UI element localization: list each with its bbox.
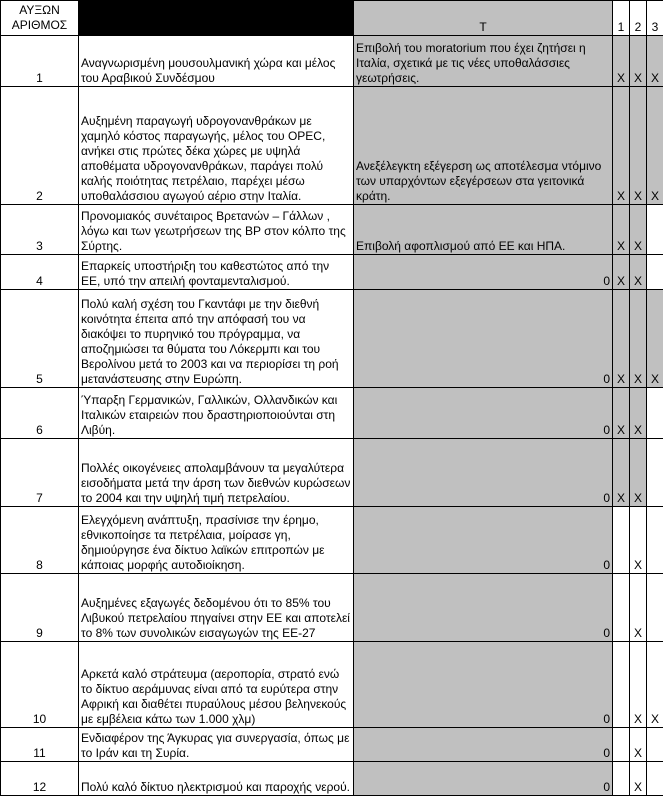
threat-zero-value: 0 [603,274,610,288]
mark-col-1: X [613,87,630,205]
table-row [1,728,663,762]
strength-cell: Πολύ καλή σχέση του Γκαντάφι με την διεθνή κοινότητα έπειτα από την απόφασή του να διακόψει το πυρηνικό του πρόγραμμα, να αποζημιώσει τα θύματα του Λόκερμπι και του Βερολίνου μετά το 2003 και να περιορίσει τη ροή μετανάστευσης στην Ευρώπη. [79,290,354,388]
mark-col-3 [647,762,663,796]
mark-col-1: X [613,255,630,290]
threat-cell [354,762,613,796]
strength-cell: Προνομιακός συνέταιρος Βρετανών – Γάλλων , λόγω και των γεωτρήσεων της BP στον κόλπο της Σύρτης. [79,205,354,255]
row-number: 4 [1,255,79,290]
table-row [1,388,663,439]
table-row [1,205,663,255]
mark-col-1: X [613,388,630,439]
row-number: 2 [1,87,79,205]
table-row [1,574,663,642]
threat-cell [354,439,613,507]
threat-zero-value: 0 [603,746,610,760]
mark-col-3: X [647,87,663,205]
threat-zero-value: 0 [603,372,610,386]
strength-cell: Πολλές οικογένειες απολαμβάνουν τα μεγαλύτερα εισοδήματα μετά την άρση των διεθνών κυρώσεων το 2004 και την υψηλή τιμή πετρελαίου. [79,439,354,507]
threat-zero-value: 0 [603,558,610,572]
mark-col-3 [647,574,663,642]
row-number: 3 [1,205,79,255]
strength-cell: Ύπαρξη Γερμανικών, Γαλλικών, Ολλανδικών και Ιταλικών εταιρειών που δραστηριοποιούνται στη Λιβύη. [79,388,354,439]
mark-col-2: X [630,574,647,642]
strength-cell: Επαρκείς υποστήριξη του καθεστώτος από την ΕΕ, υπό την απειλή φονταμενταλισμού. [79,255,354,290]
threat-zero-value: 0 [603,780,610,794]
mark-col-2: X [630,507,647,574]
mark-col-2: X [630,205,647,255]
row-number: 10 [1,642,79,728]
header-num: ΑΥΞΩΝ ΑΡΙΘΜΟΣ [1,1,79,36]
mark-col-3 [647,728,663,762]
mark-col-3 [647,255,663,290]
mark-col-3: X [647,642,663,728]
mark-col-1: X [613,36,630,87]
threat-zero-value: 0 [603,491,610,505]
row-number: 7 [1,439,79,507]
mark-col-1 [613,728,630,762]
table-row [1,87,663,205]
mark-col-1: X [613,290,630,388]
mark-col-2: X [630,255,647,290]
threat-zero-value: 0 [603,712,610,726]
threat-cell [354,728,613,762]
header-col-2: 2 [630,1,647,36]
table-row [1,439,663,507]
row-number: 9 [1,574,79,642]
table-row [1,642,663,728]
threat-cell [354,574,613,642]
row-number: 8 [1,507,79,574]
row-number: 11 [1,728,79,762]
strength-cell: Ελεγχόμενη ανάπτυξη, πρασίνισε την έρημο, εθνικοποίησε τα πετρέλαια, μοίρασε γη, δημιούργησε ένα δίκτυο λαϊκών επιτροπών με κάποιας μορφής αυτοδιοίκηση. [79,507,354,574]
strength-cell: Πολύ καλό δίκτυο ηλεκτρισμού και παροχής νερού. [79,762,354,796]
row-number: 5 [1,290,79,388]
mark-col-1 [613,642,630,728]
threat-cell [354,205,613,255]
table-row [1,507,663,574]
table-row [1,762,663,796]
threat-zero-value: 0 [603,423,610,437]
mark-col-3 [647,388,663,439]
table-row [1,255,663,290]
mark-col-2: X [630,762,647,796]
table-row [1,36,663,87]
strength-cell: Αναγνωρισμένη μουσουλμανική χώρα και μέλος του Αραβικού Συνδέσμου [79,36,354,87]
mark-col-1: X [613,439,630,507]
mark-col-1 [613,574,630,642]
strength-cell: Ενδιαφέρον της Άγκυρας για συνεργασία, όπως με το Ιράν και τη Συρία. [79,728,354,762]
mark-col-1 [613,507,630,574]
header-t: T [354,1,613,36]
row-number: 12 [1,762,79,796]
mark-col-1: X [613,205,630,255]
mark-col-3 [647,205,663,255]
mark-col-2: X [630,388,647,439]
mark-col-2: X [630,728,647,762]
row-number: 6 [1,388,79,439]
strength-cell: Αυξημένες εξαγωγές δεδομένου ότι το 85% του Λιβυκού πετρελαίου πηγαίνει στην ΕΕ και αποτελεί το 8% των συνολικών εισαγωγών της ΕΕ-27 [79,574,354,642]
mark-col-2: X [630,36,647,87]
mark-col-2: X [630,642,647,728]
mark-col-1 [613,762,630,796]
threat-text: Ανεξέλεγκτη εξέγερση ως αποτέλεσμα ντόμινο των υπαρχόντων εξεγέρσεων στα γειτονικά κράτη. [356,159,602,203]
threat-cell [354,36,613,87]
threat-cell [354,290,613,388]
mark-col-3 [647,439,663,507]
threat-text: Επιβολή του moratorium που έχει ζητήσει η Ιταλία, σχετικά με τις νέες υποθαλάσσιες γεωτρήσεις. [356,41,586,85]
mark-col-2: X [630,439,647,507]
threat-cell [354,388,613,439]
mark-col-3: X [647,290,663,388]
strength-cell: Αρκετά καλό στράτευμα (αεροπορία, στρατό ενώ το δίκτυο αεράμυνας είναι από τα ευρύτερα στην Αφρική και διαθέτει πυραύλους μέσου βεληνεκούς με εμβέλεια κάτω των 1.000 χλμ) [79,642,354,728]
header-col-1: 1 [613,1,630,36]
header-s: S [79,1,354,36]
table-row [1,290,663,388]
mark-col-2: X [630,87,647,205]
threat-cell [354,642,613,728]
strength-cell: Αυξημένη παραγωγή υδρογονανθράκων με χαμηλό κόστος παραγωγής, μέλος του OPEC, ανήκει στις πρώτες δέκα χώρες με υψηλά αποθέματα υδρογονανθράκων, παράγει πολύ καλής ποιότητας πετρέλαιο, παρέχει μέσω υποθαλάσσιου αγωγού αέριο στην Ιταλία. [79,87,354,205]
header-col-3: 3 [647,1,663,36]
threat-zero-value: 0 [603,626,610,640]
mark-col-3: X [647,36,663,87]
threat-cell [354,255,613,290]
row-number: 1 [1,36,79,87]
mark-col-3 [647,507,663,574]
threat-cell [354,87,613,205]
mark-col-2: X [630,290,647,388]
threat-text: Επιβολή αφοπλισμού από ΕΕ και ΗΠΑ. [356,239,566,253]
threat-cell [354,507,613,574]
header-row [1,1,663,36]
